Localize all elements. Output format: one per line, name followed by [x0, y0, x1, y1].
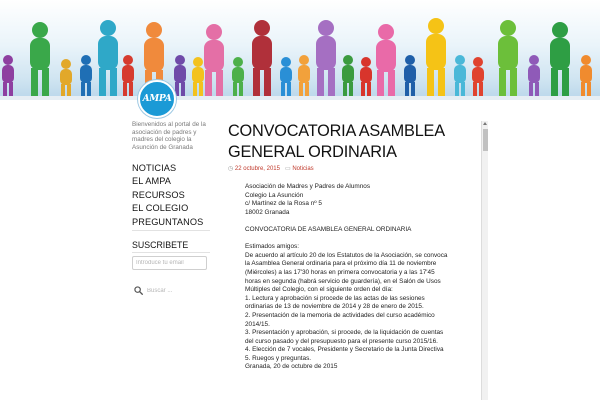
- body-line: del curso pasado y del presupuesto para el presente curso 2015/16.: [245, 337, 438, 345]
- search-form: [134, 284, 210, 298]
- nav-item-el-colegio[interactable]: EL COLEGIO: [132, 203, 189, 214]
- subscribe-email-input[interactable]: [132, 256, 207, 270]
- search-input[interactable]: [147, 284, 209, 298]
- body-line: Múltiples del Colegio, con el siguiente orden del día:: [245, 286, 393, 294]
- body-line: ordinarias de 13 de noviembre de 2014 y 28 de enero de 2015.: [245, 303, 424, 311]
- post-category-link[interactable]: Noticias: [292, 166, 314, 172]
- main-navigation: [132, 162, 210, 231]
- scrollbar-thumb[interactable]: [483, 129, 488, 151]
- post-article: [228, 121, 478, 172]
- nav-item-el-ampa[interactable]: EL AMPA: [132, 176, 171, 187]
- sidebar: [132, 121, 210, 250]
- nav-item-recursos[interactable]: RECURSOS: [132, 189, 185, 200]
- folder-icon: ▭: [284, 166, 291, 172]
- post-title[interactable]: CONVOCATORIA ASAMBLEA GENERAL ORDINARIA: [228, 122, 444, 161]
- subscribe-title: SUSCRIBETE: [132, 240, 189, 250]
- address-line: c/ Martínez de la Rosa nº 5: [245, 200, 322, 208]
- body-line: 1. Lectura y aprobación si procede de las actas de las sesiones: [245, 294, 425, 302]
- body-line: De acuerdo al artículo 20 de los Estatutos de la Asociación, se convoca: [245, 251, 448, 259]
- content-scrollbar[interactable]: [481, 121, 488, 400]
- post-greeting: Estimados amigos:: [245, 243, 299, 251]
- body-line: horas en segunda (habrá servicio de guardería), en el Salón de Usos: [245, 277, 441, 285]
- body-line: 5. Ruegos y preguntas.: [245, 354, 312, 362]
- scroll-up-arrow-icon[interactable]: [483, 122, 487, 125]
- post-meta: [228, 165, 478, 172]
- post-date-link[interactable]: 22 octubre, 2015: [234, 166, 280, 172]
- nav-item-preguntanos[interactable]: PREGUNTANOS: [132, 216, 204, 227]
- body-line: 3. Presentación y aprobación, si procede, de la liquidación de cuentas: [245, 329, 444, 337]
- header-bottom-strip: [0, 96, 600, 100]
- site-logo[interactable]: [138, 80, 176, 118]
- body-line: Granada, 20 de octubre de 2015: [245, 363, 338, 371]
- subscribe-divider: [132, 252, 210, 253]
- address-line: Colegio La Asunción: [245, 191, 304, 199]
- site-tagline: Bienvenidos al portal de la asociación de padres y madres del colegio la Asunción de Granada: [132, 121, 206, 151]
- search-icon[interactable]: [134, 286, 143, 295]
- clock-icon: ◷: [228, 166, 234, 172]
- address-line: Asociación de Madres y Padres de Alumnos: [245, 183, 371, 190]
- body-line: 2. Presentación de la memoria de actividades del curso académico: [245, 311, 435, 319]
- nav-item-noticias[interactable]: NOTICIAS: [132, 163, 177, 173]
- body-line: 4. Elección de 7 vocales, Presidente y Secretario de la Junta Directiva: [245, 346, 444, 354]
- post-content: [245, 183, 480, 372]
- families-silhouette-illustration: [0, 0, 600, 100]
- header-banner: [0, 0, 600, 100]
- logo-text: AMPA: [142, 94, 172, 104]
- body-line: 2014/15.: [245, 320, 270, 328]
- address-line: 18002 Granada: [245, 208, 290, 216]
- post-heading: CONVOCATORIA DE ASAMBLEA GENERAL ORDINARIA: [245, 225, 412, 233]
- body-line: (Miércoles) a las 17'30 horas en primera convocatoria y a las 17'45: [245, 268, 435, 276]
- nav-divider: [132, 230, 210, 231]
- body-line: la Asamblea General ordinaria para el próximo día 11 de noviembre: [245, 260, 437, 268]
